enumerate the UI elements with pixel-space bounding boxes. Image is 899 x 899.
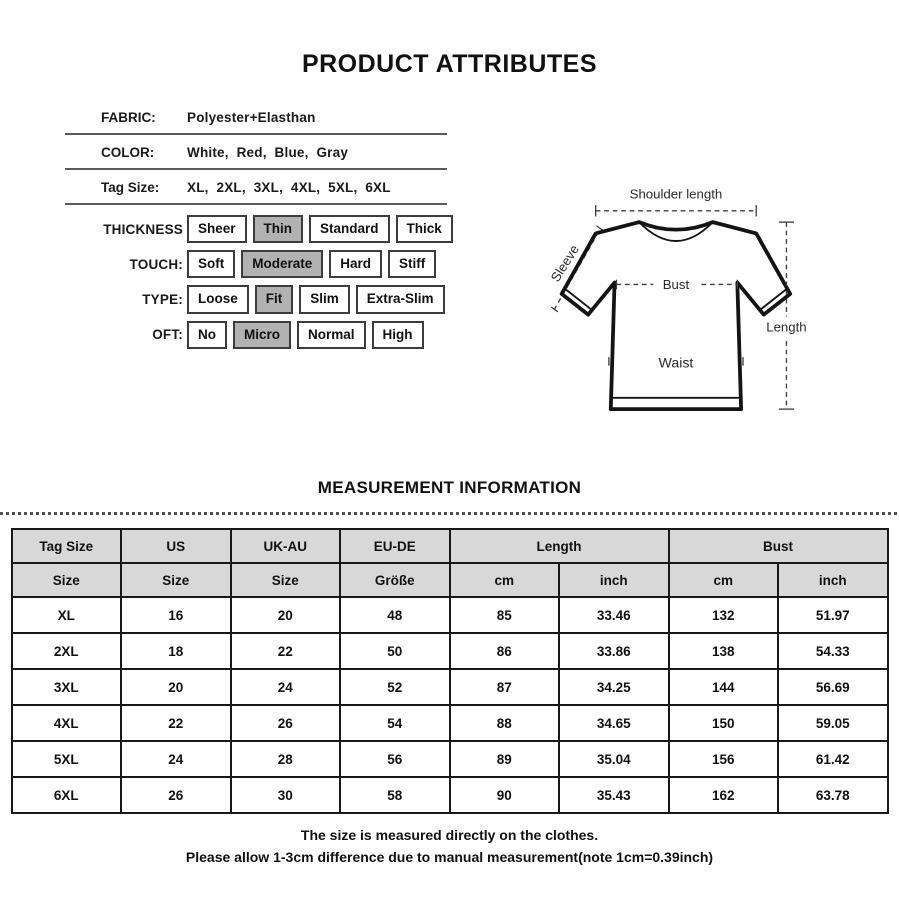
size-chart-header	[12, 529, 888, 597]
subcol-bust-inch: inch	[778, 563, 888, 597]
subcol-length-cm: cm	[450, 563, 560, 597]
type-label: TYPE:	[142, 291, 183, 307]
cell: 88	[450, 705, 560, 741]
cell: 34.65	[559, 705, 669, 741]
touch-label: TOUCH:	[129, 256, 183, 272]
cell: 24	[121, 741, 231, 777]
tag-size-row	[65, 170, 447, 205]
cell: 86	[450, 633, 560, 669]
col-uk-au: UK-AU	[231, 529, 341, 563]
thickness-row	[65, 215, 447, 243]
table-row-xl	[12, 597, 888, 633]
cell: 33.86	[559, 633, 669, 669]
cell: 35.04	[559, 741, 669, 777]
cell: 33.46	[559, 597, 669, 633]
sleeve-label: Sleeve	[547, 242, 582, 285]
cell: 6XL	[12, 777, 122, 813]
cell: 162	[669, 777, 779, 813]
length-label: Length	[766, 319, 807, 335]
cell: 51.97	[778, 597, 888, 633]
color-label: COLOR:	[101, 145, 155, 160]
cell: 35.43	[559, 777, 669, 813]
cell: 61.42	[778, 741, 888, 777]
attributes-panel	[65, 100, 447, 349]
table-row-5xl	[12, 741, 888, 777]
note-measured-on-clothes: The size is measured directly on the clothes.	[300, 827, 599, 843]
cell: 54.33	[778, 633, 888, 669]
tshirt-outline-shape	[562, 222, 791, 409]
oft-option-high[interactable]: High	[372, 321, 424, 349]
touch-option-soft[interactable]: Soft	[187, 250, 235, 278]
oft-option-no[interactable]: No	[187, 321, 227, 349]
note-measurement-tolerance: Please allow 1-3cm difference due to manual measurement(note 1cm=0.39inch)	[185, 849, 714, 865]
header-row-2	[12, 563, 888, 597]
touch-option-stiff[interactable]: Stiff	[388, 250, 436, 278]
type-option-slim[interactable]: Slim	[299, 285, 350, 313]
fabric-row	[65, 100, 447, 135]
cell: 138	[669, 633, 779, 669]
tshirt-measurement-diagram	[505, 186, 855, 432]
oft-option-micro[interactable]: Micro	[233, 321, 291, 349]
oft-row	[65, 321, 447, 349]
subcol-bust-cm: cm	[669, 563, 779, 597]
table-row-2xl	[12, 633, 888, 669]
cell: 144	[669, 669, 779, 705]
subcol-size-3: Size	[231, 563, 341, 597]
col-eu-de: EU-DE	[340, 529, 450, 563]
cell: 24	[231, 669, 341, 705]
cell: 54	[340, 705, 450, 741]
cell: 56	[340, 741, 450, 777]
col-tag-size: Tag Size	[12, 529, 122, 563]
cell: 22	[231, 633, 341, 669]
cell: 22	[121, 705, 231, 741]
cell: 50	[340, 633, 450, 669]
cell: 52	[340, 669, 450, 705]
thickness-option-thick[interactable]: Thick	[396, 215, 453, 243]
cell: XL	[12, 597, 122, 633]
waist-label: Waist	[658, 355, 694, 372]
col-us: US	[121, 529, 231, 563]
cell: 5XL	[12, 741, 122, 777]
cell: 89	[450, 741, 560, 777]
fabric-value: Polyester+Elasthan	[187, 110, 316, 125]
size-chart-table	[11, 528, 889, 814]
cell: 132	[669, 597, 779, 633]
thickness-option-sheer[interactable]: Sheer	[187, 215, 247, 243]
touch-option-moderate[interactable]: Moderate	[241, 250, 323, 278]
cell: 16	[121, 597, 231, 633]
type-option-loose[interactable]: Loose	[187, 285, 249, 313]
cell: 56.69	[778, 669, 888, 705]
type-option-fit[interactable]: Fit	[255, 285, 294, 313]
cell: 30	[231, 777, 341, 813]
subcol-size-2: Size	[121, 563, 231, 597]
table-row-4xl	[12, 705, 888, 741]
type-row	[65, 285, 447, 313]
subcol-groesse: Größe	[340, 563, 450, 597]
cell: 20	[231, 597, 341, 633]
thickness-option-thin[interactable]: Thin	[253, 215, 304, 243]
cell: 156	[669, 741, 779, 777]
touch-option-hard[interactable]: Hard	[329, 250, 382, 278]
cell: 26	[231, 705, 341, 741]
bust-label: Bust	[662, 277, 690, 293]
cell: 18	[121, 633, 231, 669]
measurement-section-title: MEASUREMENT INFORMATION	[317, 478, 582, 497]
cell: 59.05	[778, 705, 888, 741]
cell: 3XL	[12, 669, 122, 705]
size-chart-body	[12, 597, 888, 813]
cell: 34.25	[559, 669, 669, 705]
color-value: White, Red, Blue, Gray	[187, 145, 349, 160]
oft-label: OFT:	[152, 327, 183, 343]
table-row-3xl	[12, 669, 888, 705]
subcol-size-1: Size	[12, 563, 122, 597]
cell: 26	[121, 777, 231, 813]
footer-notes	[0, 827, 899, 865]
tag-size-label: Tag Size:	[101, 180, 160, 195]
cell: 58	[340, 777, 450, 813]
type-option-extra-slim[interactable]: Extra-Slim	[356, 285, 445, 313]
cell: 28	[231, 741, 341, 777]
oft-option-normal[interactable]: Normal	[297, 321, 366, 349]
type-options	[187, 285, 445, 313]
thickness-options	[187, 215, 453, 243]
touch-options	[187, 250, 436, 278]
touch-row	[65, 250, 447, 278]
shoulder-length-label: Shoulder length	[629, 186, 723, 202]
cell: 63.78	[778, 777, 888, 813]
cell: 48	[340, 597, 450, 633]
oft-options	[187, 321, 424, 349]
dotted-separator	[0, 512, 899, 515]
cell: 150	[669, 705, 779, 741]
tag-size-value: XL, 2XL, 3XL, 4XL, 5XL, 6XL	[187, 180, 391, 195]
header-row-1	[12, 529, 888, 563]
cell: 90	[450, 777, 560, 813]
table-row-6xl	[12, 777, 888, 813]
cell: 85	[450, 597, 560, 633]
fabric-label: FABRIC:	[101, 110, 156, 125]
col-length: Length	[450, 529, 669, 563]
cell: 20	[121, 669, 231, 705]
subcol-length-inch: inch	[559, 563, 669, 597]
tshirt-diagram-svg	[505, 186, 845, 432]
page-title: PRODUCT ATTRIBUTES	[301, 50, 598, 78]
cell: 2XL	[12, 633, 122, 669]
thickness-label: THICKNESS	[103, 221, 183, 237]
cell: 87	[450, 669, 560, 705]
col-bust: Bust	[669, 529, 888, 563]
thickness-option-standard[interactable]: Standard	[309, 215, 390, 243]
cell: 4XL	[12, 705, 122, 741]
color-row	[65, 135, 447, 170]
